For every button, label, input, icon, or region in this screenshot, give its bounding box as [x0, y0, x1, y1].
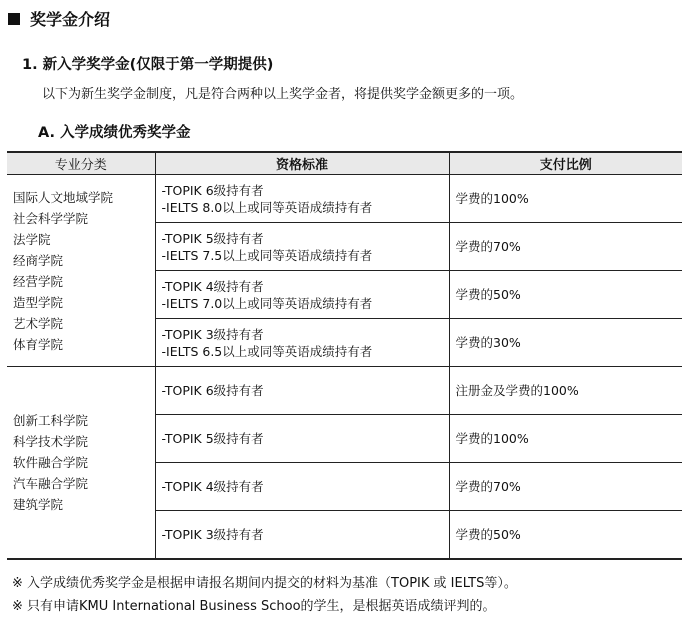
criteria-line: -TOPIK 4级持有者: [161, 278, 264, 294]
criteria-line: -TOPIK 4级持有者: [161, 479, 264, 494]
department-name: 经商学院: [13, 252, 64, 268]
criteria-line: -TOPIK 5级持有者: [161, 431, 264, 446]
criteria-line: -TOPIK 5级持有者: [161, 230, 264, 246]
rate-cell: 学费的100%: [449, 175, 682, 223]
criteria-line: -TOPIK 3级持有者: [161, 527, 264, 542]
department-name: 创新工科学院: [13, 413, 89, 428]
criteria-line: -IELTS 7.0以上或同等英语成绩持有者: [161, 295, 373, 311]
department-list: [7, 175, 155, 367]
section-1-number: 1.: [22, 57, 38, 73]
rate-cell: 注册金及学费的100%: [449, 367, 682, 415]
rate-cell: 学费的50%: [449, 511, 682, 560]
criteria-cell: [155, 319, 449, 367]
department-name: 经营学院: [13, 273, 64, 289]
square-bullet-icon: [8, 13, 20, 25]
criteria-cell: [155, 463, 449, 511]
footnote: ※ 入学成绩优秀奖学金是根据申请报名期间内提交的材料为基准（TOPIK 或 IELTS等）。: [12, 576, 517, 591]
header-rate: 支付比例: [449, 152, 682, 175]
criteria-line: -IELTS 6.5以上或同等英语成绩持有者: [161, 343, 373, 359]
criteria-cell: [155, 367, 449, 415]
department-name: 软件融合学院: [13, 455, 89, 470]
department-name: 科学技术学院: [13, 434, 89, 449]
rate-cell: 学费的50%: [449, 271, 682, 319]
subsection-a-label: A.: [38, 125, 55, 141]
department-name: 社会科学学院: [13, 210, 89, 226]
criteria-line: -TOPIK 3级持有者: [161, 326, 264, 342]
criteria-cell: [155, 223, 449, 271]
page-title: [8, 7, 110, 30]
footnote: ※ 只有申请KMU International Business Schoo的学生，是根据英语成绩评判的。: [12, 599, 496, 614]
scholarship-table: [7, 151, 682, 560]
section-1-title: 新入学奖学金(仅限于第一学期提供): [42, 57, 274, 73]
criteria-line: -IELTS 8.0以上或同等英语成绩持有者: [161, 199, 373, 215]
department-name: 法学院: [13, 231, 51, 247]
criteria-line: -TOPIK 6级持有者: [161, 383, 264, 398]
department-name: 造型学院: [13, 294, 64, 310]
header-criteria: 资格标准: [155, 152, 449, 175]
table-header-row: [7, 152, 682, 175]
header-department: 专业分类: [7, 152, 155, 175]
department-name: 建筑学院: [13, 497, 64, 512]
table-row: [7, 367, 682, 415]
rate-cell: 学费的30%: [449, 319, 682, 367]
rate-cell: 学费的100%: [449, 415, 682, 463]
rate-cell: 学费的70%: [449, 463, 682, 511]
criteria-line: -TOPIK 6级持有者: [161, 182, 264, 198]
department-name: 艺术学院: [13, 315, 64, 331]
section-1-heading: [22, 53, 273, 74]
section-1-intro: 以下为新生奖学金制度，凡是符合两种以上奖学金者，将提供奖学金额更多的一项。: [42, 87, 524, 102]
rate-cell: 学费的70%: [449, 223, 682, 271]
table-row: [7, 175, 682, 223]
criteria-cell: [155, 271, 449, 319]
department-list: [7, 367, 155, 560]
subsection-a-heading: [38, 121, 191, 142]
criteria-cell: [155, 415, 449, 463]
criteria-cell: [155, 175, 449, 223]
subsection-a-title: 入学成绩优秀奖学金: [60, 125, 191, 141]
criteria-line: -IELTS 7.5以上或同等英语成绩持有者: [161, 247, 373, 263]
department-name: 国际人文地域学院: [13, 189, 114, 205]
criteria-cell: [155, 511, 449, 560]
page-title-text: 奖学金介绍: [30, 10, 111, 29]
department-name: 汽车融合学院: [13, 476, 89, 491]
department-name: 体育学院: [13, 336, 64, 352]
